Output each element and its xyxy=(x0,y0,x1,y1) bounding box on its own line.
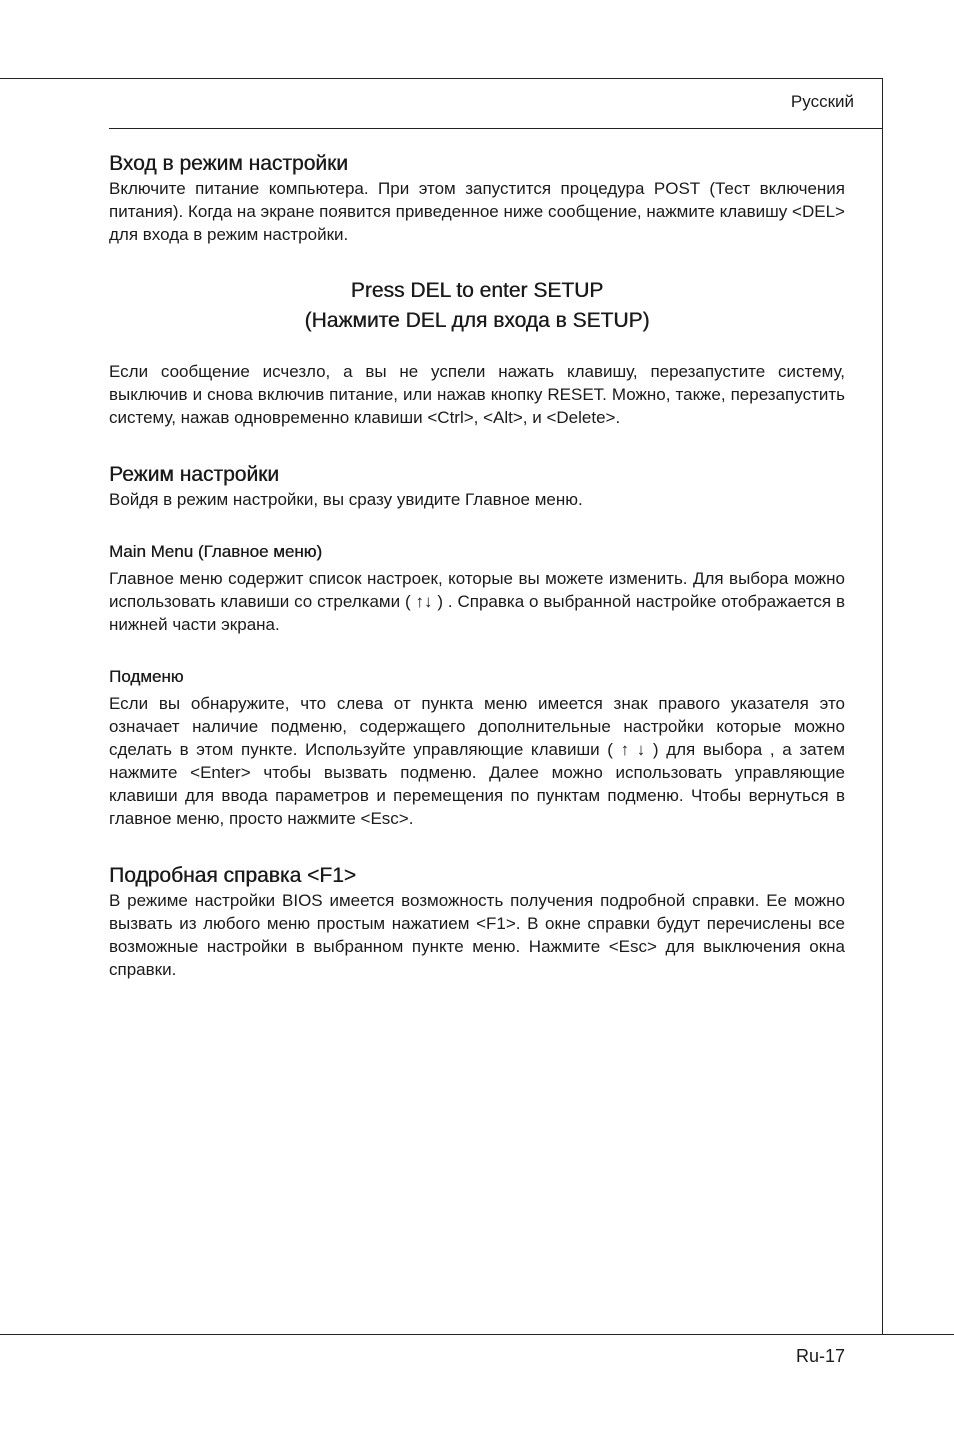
section-setup-mode xyxy=(109,462,845,511)
paragraph-enter-setup-restart: Если сообщение исчезло, а вы не успели нажать клавишу, перезапустите систему, выключив и снова включив питание, или нажав кнопку RESET. Можно, также, перезапустить систему, нажав одновременно клавиши <Ctrl>, <Alt>, и <Delete>. xyxy=(109,362,845,427)
paragraph-setup-mode: Войдя в режим настройки, вы сразу увидите Главное меню. xyxy=(109,490,583,509)
frame-top-border xyxy=(0,78,883,79)
section-enter-setup xyxy=(109,151,845,429)
paragraph-main-menu: Главное меню содержит список настроек, которые вы можете изменить. Для выбора можно использовать клавиши со стрелками ( ↑↓ ) . Справка о выбранной настройке отображается в нижней части экрана. xyxy=(109,569,845,634)
subsection-title-submenu: Подменю xyxy=(109,667,184,686)
header-rule xyxy=(109,128,883,129)
frame-right-border xyxy=(882,78,883,1335)
section-title-enter-setup: Вход в режим настройки xyxy=(109,152,348,175)
setup-prompt-english: Press DEL to enter SETUP xyxy=(350,279,604,302)
section-title-help: Подробная справка <F1> xyxy=(109,864,357,887)
language-label: Русский xyxy=(790,92,854,111)
section-help xyxy=(109,863,845,981)
setup-prompt-notice xyxy=(109,276,845,336)
page-number: Ru-17 xyxy=(795,1346,845,1366)
section-submenu xyxy=(109,666,845,830)
paragraph-help: В режиме настройки BIOS имеется возможность получения подробной справки. Ее можно вызвать из любого меню простым нажатием <F1>. В окне справки будут перечислены все возможные настройки в выбранном пункте меню. Нажмите <Esc> для выключения окна справки. xyxy=(109,891,845,979)
page-content xyxy=(109,151,845,981)
paragraph-submenu: Если вы обнаружите, что слева от пункта меню имеется знак правого указателя это означает наличие подменю, содержащего дополнительные настройки которые можно сделать в этом пункте. Используйте управляющие клавиши ( ↑ ↓ ) для выбора , а затем нажмите <Enter> чтобы вызвать подменю. Далее можно использовать управляющие клавиши для ввода параметров и перемещения по пунктам подменю. Чтобы вернуться в главное меню, просто нажмите <Esc>. xyxy=(109,694,845,828)
paragraph-enter-setup-intro: Включите питание компьютера. При этом запустится процедура POST (Тест включения питания). Когда на экране появится приведенное ниже сообщение, нажмите клавишу <DEL> для входа в режим настройки. xyxy=(109,179,845,244)
section-title-setup-mode: Режим настройки xyxy=(109,463,279,486)
subsection-title-main-menu: Main Menu (Главное меню) xyxy=(109,542,323,561)
section-main-menu xyxy=(109,541,845,636)
setup-prompt-russian: (Нажмите DEL для входа в SETUP) xyxy=(304,309,650,332)
frame-bottom-border xyxy=(0,1334,954,1335)
